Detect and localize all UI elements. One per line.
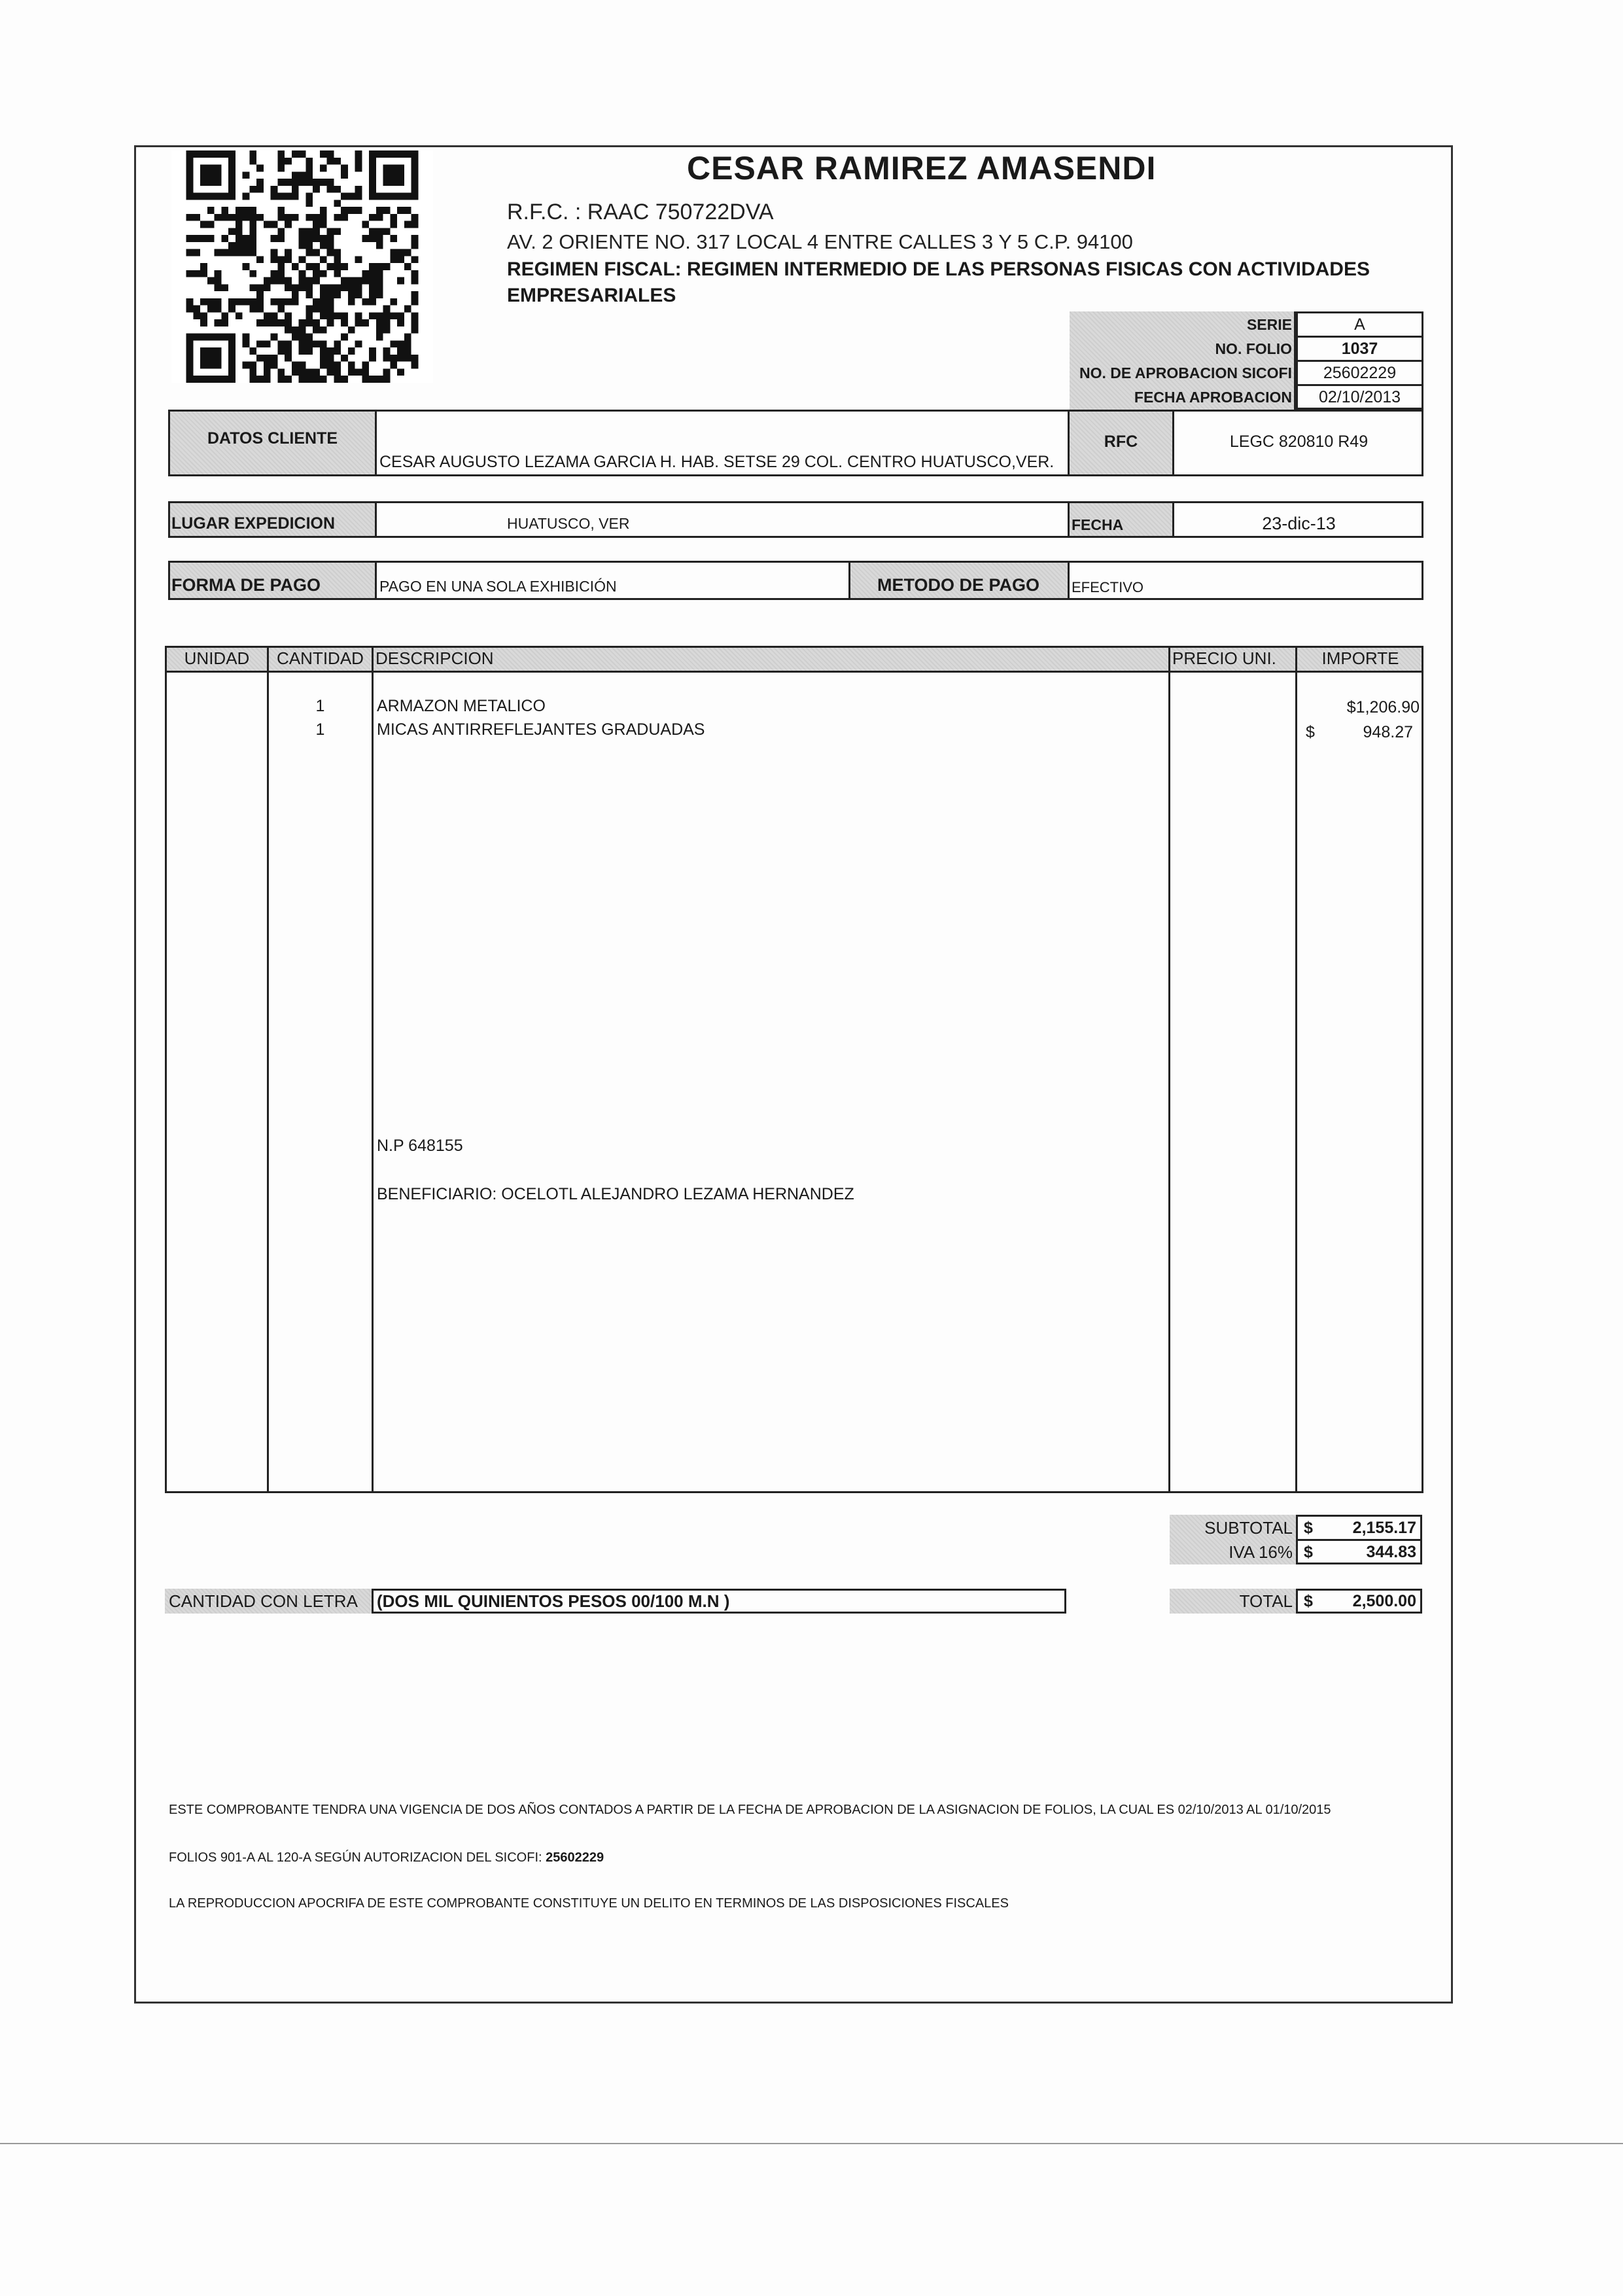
table-row-importe: $1,206.90 [1346, 698, 1420, 716]
scan-edge-line [0, 2143, 1623, 2144]
col-header-cantidad: CANTIDAD [277, 648, 364, 668]
table-row-descripcion: ARMAZON METALICO [377, 696, 546, 715]
client-label: DATOS CLIENTE [207, 429, 338, 448]
client-value: CESAR AUGUSTO LEZAMA GARCIA H. HAB. SETSE 29 COL. CENTRO HUATUSCO,VER. [379, 452, 1055, 471]
iva-sign: $ [1304, 1542, 1313, 1561]
note-beneficiario: BENEFICIARIO: OCELOTL ALEJANDRO LEZAMA HERNANDEZ [377, 1184, 854, 1203]
total-sign: $ [1304, 1591, 1313, 1610]
fecha-aprobacion-value: 02/10/2013 [1318, 387, 1401, 406]
footer-folios-text: FOLIOS 901-A AL 120-A SEGÚN AUTORIZACION DEL SICOFI: [169, 1850, 546, 1865]
total-value: 2,500.00 [1352, 1591, 1416, 1610]
serie-label: SERIE [1246, 315, 1292, 333]
sicofi-value: 25602229 [1323, 363, 1397, 382]
col-header-descripcion: DESCRIPCION [375, 648, 494, 668]
footer-vigencia: ESTE COMPROBANTE TENDRA UNA VIGENCIA DE DOS AÑOS CONTADOS A PARTIR DE LA FECHA DE APROBACION DE LA ASIGNACION DE FOLIOS, LA CUAL ES 02/10/2013 AL 01/10/2015 [169, 1803, 1331, 1817]
fecha-label: FECHA [1072, 516, 1124, 533]
serie-value: A [1354, 315, 1365, 334]
iva-label: IVA 16% [1229, 1542, 1293, 1562]
metodo-pago-value: EFECTIVO [1072, 579, 1144, 595]
table-row-descripcion: MICAS ANTIRREFLEJANTES GRADUADAS [377, 720, 705, 739]
cantidad-letra-label: CANTIDAD CON LETRA [169, 1591, 358, 1611]
subtotal-value: 2,155.17 [1352, 1518, 1416, 1537]
col-header-importe: IMPORTE [1321, 648, 1399, 668]
regimen-line-1: REGIMEN FISCAL: REGIMEN INTERMEDIO DE LAS PERSONAS FISICAS CON ACTIVIDADES [507, 258, 1370, 280]
fecha-value: 23-dic-13 [1262, 513, 1336, 533]
col-header-precio: PRECIO UNI. [1172, 648, 1276, 668]
issuer-rfc: R.F.C. : RAAC 750722DVA [507, 200, 774, 224]
lugar-label: LUGAR EXPEDICION [171, 514, 336, 533]
table-row-importe: 948.27 [1363, 722, 1413, 741]
metodo-pago-label: METODO DE PAGO [877, 574, 1040, 595]
issuer-address: AV. 2 ORIENTE NO. 317 LOCAL 4 ENTRE CALLES 3 Y 5 C.P. 94100 [507, 230, 1133, 253]
footer-folios-number: 25602229 [546, 1850, 604, 1865]
iva-value: 344.83 [1366, 1542, 1416, 1561]
sicofi-label: NO. DE APROBACION SICOFI [1079, 364, 1292, 381]
qr-code-image [171, 150, 433, 383]
table-row-cantidad: 1 [315, 720, 325, 739]
forma-pago-label: FORMA DE PAGO [171, 574, 321, 595]
footer-reproduccion: LA REPRODUCCION APOCRIFA DE ESTE COMPROBANTE CONSTITUYE UN DELITO EN TERMINOS DE LAS DISPOSICIONES FISCALES [169, 1896, 1009, 1911]
folio-label: NO. FOLIO [1215, 340, 1292, 357]
issuer-name: CESAR RAMIREZ AMASENDI [687, 150, 1157, 186]
note-np: N.P 648155 [377, 1136, 463, 1155]
table-row-cantidad: 1 [315, 696, 325, 715]
folio-value: 1037 [1341, 339, 1378, 358]
table-row-importe-sign: $ [1306, 722, 1315, 741]
fecha-aprobacion-label: FECHA APROBACION [1134, 388, 1292, 406]
total-label: TOTAL [1239, 1591, 1293, 1611]
cantidad-letra-value: (DOS MIL QUINIENTOS PESOS 00/100 M.N ) [377, 1591, 730, 1611]
subtotal-sign: $ [1304, 1518, 1313, 1537]
client-rfc-value: LEGC 820810 R49 [1229, 432, 1369, 451]
items-table [165, 646, 1423, 1493]
client-rfc-label: RFC [1104, 432, 1138, 451]
regimen-line-2: EMPRESARIALES [507, 285, 676, 306]
footer-folios [169, 1850, 604, 1865]
col-header-unidad: UNIDAD [184, 648, 250, 668]
forma-pago-value: PAGO EN UNA SOLA EXHIBICIÓN [379, 577, 617, 595]
subtotal-label: SUBTOTAL [1204, 1517, 1293, 1538]
lugar-value: HUATUSCO, VER [507, 514, 630, 532]
